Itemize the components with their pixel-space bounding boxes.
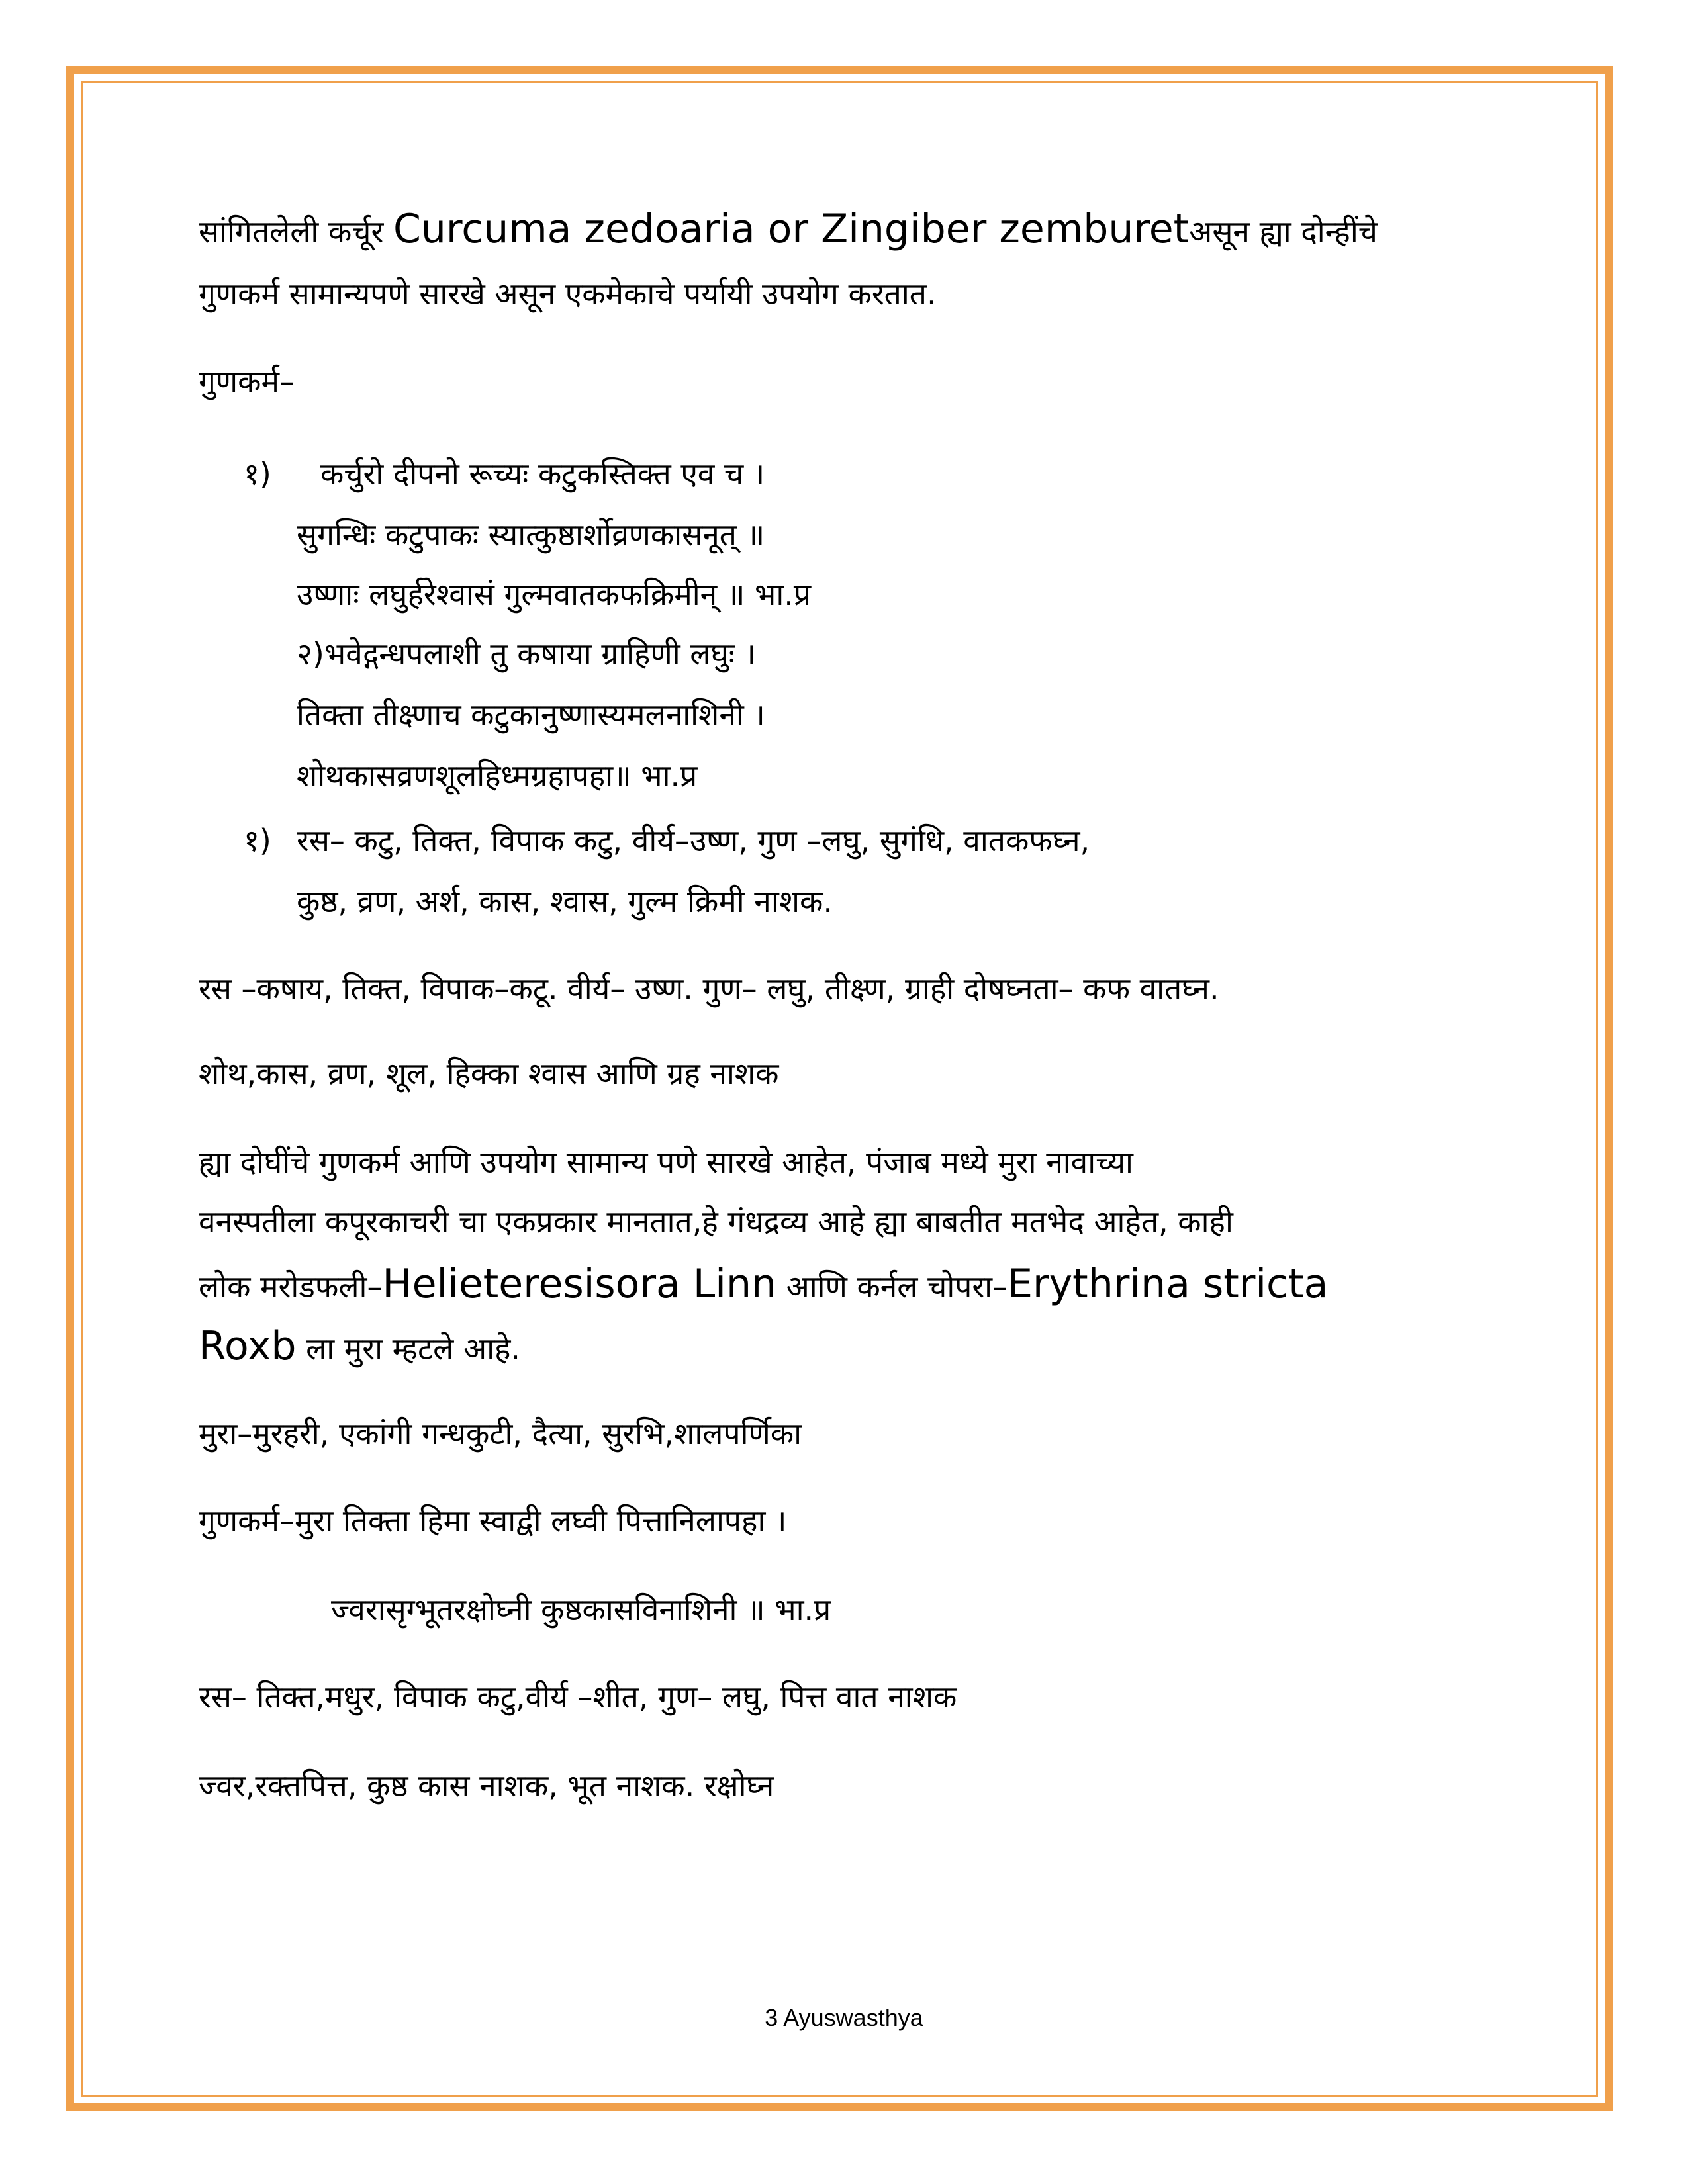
paragraph-mura-line-1: ह्या दोघींचे गुणकर्म आणि उपयोग सामान्य पणे सारखे आहेत, पंजाब मध्ये मुरा नावाच्या bbox=[199, 1144, 1133, 1180]
mura-uses-line: ज्वर,रक्तपित्त, कुष्ठ कास नाशक, भूत नाशक. रक्षोघ्न bbox=[199, 1768, 774, 1803]
mura-gunkarma-line-2: ज्वरासृग्भूतरक्षोघ्नी कुष्ठकासविनाशिनी ॥ भा.प्र bbox=[331, 1592, 831, 1627]
page-footer: 3 Ayuswasthya bbox=[765, 2004, 923, 2031]
paragraph-mura-line-2: वनस्पतीला कपूरकाचरी चा एकप्रकार मानतात,हे गंधद्रव्य आहे ह्या बाबतीत मतभेद आहेत, काही bbox=[199, 1204, 1233, 1240]
verse-1-line-1: कर्चुरो दीपनो रूच्यः कटुकस्तिक्त एव च । bbox=[320, 456, 765, 492]
shotha-line: शोथ,कास, व्रण, शूल, हिक्का श्वास आणि ग्रह नाशक bbox=[199, 1056, 779, 1091]
rasa-line-2: कुष्ठ, व्रण, अर्श, कास, श्वास, गुल्म क्रिमी नाशक. bbox=[297, 884, 833, 919]
paragraph-mura-line-4 bbox=[199, 1325, 520, 1370]
botanical-name: Helieteresisora Linn bbox=[382, 1261, 777, 1307]
paragraph-mura-line-3 bbox=[199, 1263, 1328, 1308]
paragraph-intro-line-2: गुणकर्म सामान्यपणे सारखे असून एकमेकाचे पर्यायी उपयोग करतात. bbox=[199, 276, 937, 312]
rasa-kashaya-line: रस –कषाय, तिक्त, विपाक–कटू. वीर्य– उष्ण. गुण– लघु, तीक्ष्ण, ग्राही दोषघ्नता– कफ वातघ्न. bbox=[199, 971, 1219, 1007]
botanical-name: Curcuma zedoaria or Zingiber zemburet bbox=[393, 206, 1190, 252]
text-segment: असून ह्या दोन्हींचे bbox=[1189, 214, 1378, 250]
verse-2-line-3: शोथकासव्रणशूलहिध्मग्रहापहा॥ भा.प्र bbox=[297, 758, 698, 794]
text-segment: लोक मरोडफली– bbox=[199, 1269, 383, 1304]
verse-1-line-2: सुगन्धिः कटुपाकः स्यात्कुष्ठार्शोव्रणकासनूत् ॥ bbox=[297, 517, 765, 553]
verse-2-line-2: तिक्ता तीक्ष्णाच कटुकानुष्णास्यमलनाशिनी । bbox=[297, 697, 765, 733]
botanical-name: Roxb bbox=[199, 1323, 297, 1369]
mura-gunkarma-line-1: गुणकर्म–मुरा तिक्ता हिमा स्वाद्वी लघ्वी पित्तानिलापहा । bbox=[199, 1503, 787, 1539]
mura-synonyms-line: मुरा–मुरहरी, एकांगी गन्धकुटी, दैत्या, सुरभि,शालपर्णिका bbox=[199, 1416, 802, 1451]
botanical-name: Erythrina stricta bbox=[1008, 1261, 1329, 1307]
text-segment: सांगितलेली कर्चूर bbox=[199, 214, 393, 250]
paragraph-intro-line-1 bbox=[199, 208, 1378, 253]
mura-rasa-line: रस– तिक्त,मधुर, विपाक कटु,वीर्य –शीत, गुण– लघु, पित्त वात नाशक bbox=[199, 1679, 957, 1715]
verse-2-line-1: २)भवेद्गन्धपलाशी तु कषाया ग्राहिणी लघुः । bbox=[297, 636, 756, 672]
verse-number: १) bbox=[244, 456, 271, 492]
section-heading-gunkarma: गुणकर्म– bbox=[199, 363, 295, 399]
list-number: १) bbox=[244, 823, 271, 858]
text-segment: आणि कर्नल चोपरा– bbox=[776, 1269, 1008, 1304]
rasa-line-1: रस– कटु, तिक्त, विपाक कटु, वीर्य–उष्ण, गुण –लघु, सुगंधि, वातकफघ्न, bbox=[297, 823, 1090, 858]
text-segment: ला मुरा म्हटले आहे. bbox=[296, 1331, 521, 1367]
verse-1-line-3: उष्णाः लघुर्हरेश्वासं गुल्मवातकफक्रिमीन् ॥ भा.प्र bbox=[297, 576, 812, 612]
